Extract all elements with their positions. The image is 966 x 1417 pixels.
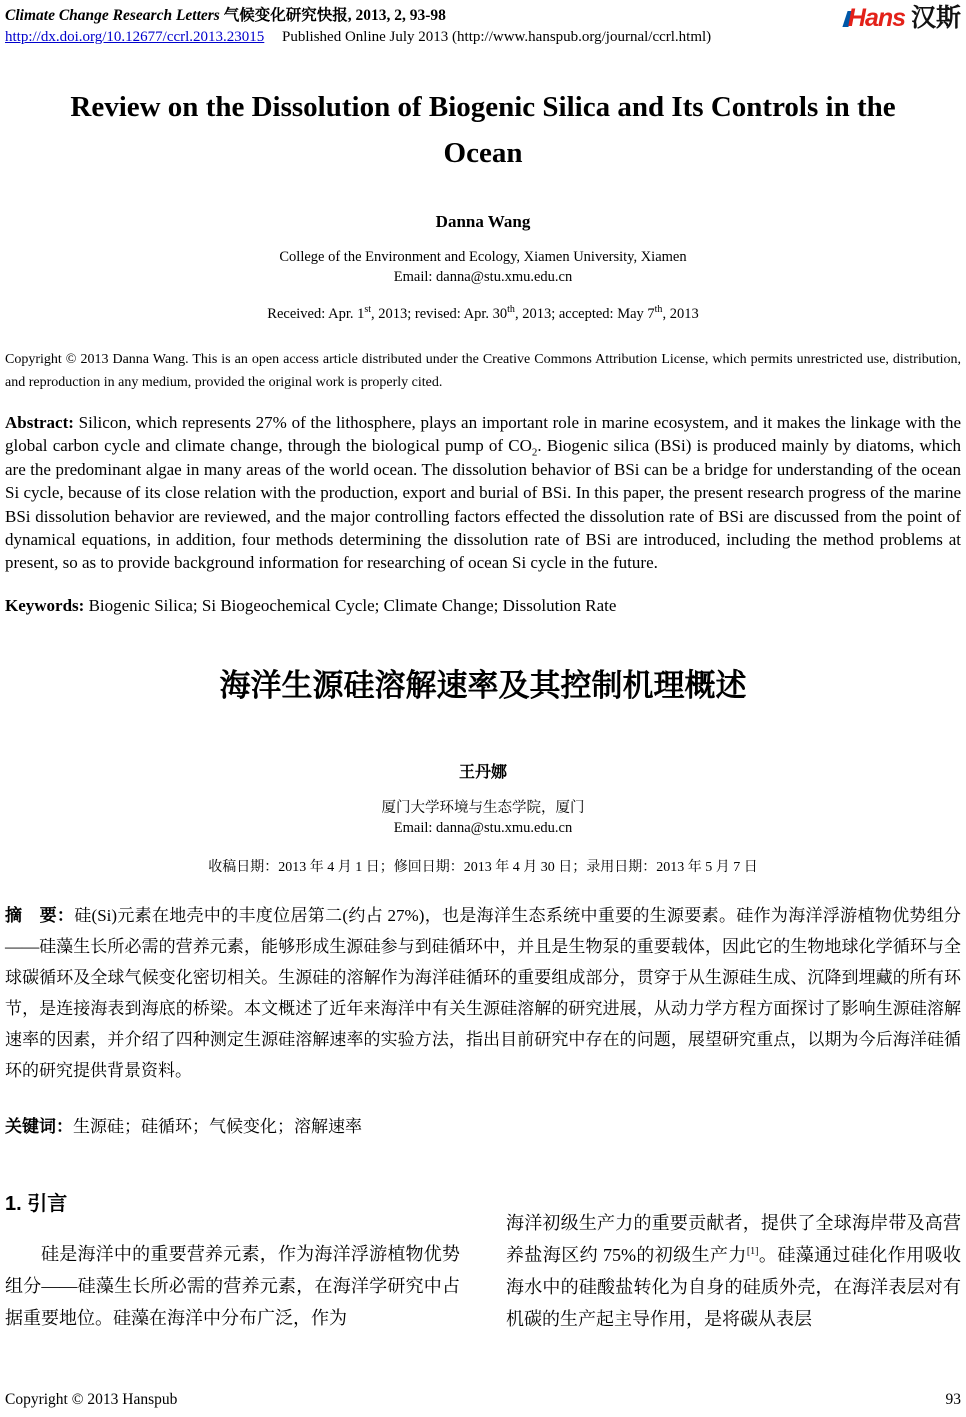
intro-right-part2: 。硅藻通过硅化作用吸收海水中的硅酸盐转化为自身的硅质外壳，在海洋表层对有机碳的生产起主导作用，是将碳从表层 [506, 1244, 962, 1329]
abstract-label: Abstract: [5, 413, 74, 432]
journal-header-text [5, 5, 845, 48]
affiliation-block-zh [5, 798, 961, 838]
received-dates-zh: 收稿日期：2013 年 4 月 1 日；修回日期：2013 年 4 月 30 日；录用日期：2013 年 5 月 7 日 [208, 859, 758, 875]
right-column [506, 1187, 961, 1335]
accepted-text: , 2013; accepted: May 7 [514, 306, 655, 322]
intro-paragraph-left: 硅是海洋中的重要营养元素，作为海洋浮游植物优势组分——硅藻生长所必需的营养元素，在海洋学研究中占据重要地位。硅藻在海洋中分布广泛，作为 [5, 1243, 460, 1328]
received-text: Received: Apr. 1 [267, 306, 365, 322]
citation-1-superscript: [1] [746, 1245, 759, 1257]
affiliation-zh: 厦门大学环境与生态学院，厦门 [381, 799, 585, 816]
keywords-text: Biogenic Silica; Si Biogeochemical Cycle; Climate Change; Dissolution Rate [84, 595, 617, 615]
author-email-zh: Email: danna@stu.xmu.edu.cn [393, 819, 573, 836]
abstract-zh [5, 900, 961, 1086]
article-title-zh: 海洋生源硅溶解速率及其控制机理概述 [219, 667, 747, 703]
hanspub-logo [845, 5, 961, 31]
ordinal-superscript: th [654, 304, 663, 316]
ordinal-superscript: st [364, 304, 372, 316]
hanspub-logo-latin: Hans [847, 4, 906, 32]
abstract-text-zh: 硅(Si)元素在地壳中的丰度位居第二(约占 27%)，也是海洋生态系统中重要的生源要素。硅作为海洋浮游植物优势组分——硅藻生长所必需的营养元素，能够形成生源硅参与到硅循环中，并且是生物泵的重要载体，因此它的生物地球化学循环与全球碳循环及全球气候变化密切相关。生源硅的溶解作为海洋硅循环的重要组成部分，贯穿于从生源硅生成、沉降到埋藏的所有环节，是连接海表到海底的桥梁。本文概述了近年来海洋中有关生源硅溶解的研究进展，从动力学方程方面探讨了影响生源硅溶解速率的因素，并介绍了四种测定生源硅溶解速率的实验方法，指出目前研究中存在的问题，展望研究重点，以期为今后海洋硅循环的研究提供背景资料。 [5, 905, 962, 1080]
keywords-text-zh: 生源硅；硅循环；气候变化；溶解速率 [73, 1116, 362, 1136]
keywords-label: Keywords: [5, 595, 85, 615]
received-dates-en [5, 306, 961, 323]
keywords-label-zh: 关键词： [5, 1116, 73, 1136]
left-column [5, 1187, 460, 1335]
journal-header [5, 5, 961, 48]
affiliation-en: College of the Environment and Ecology, Xiamen University, Xiamen [279, 249, 687, 265]
footer-copyright: Copyright © 2013 Hanspub [5, 1391, 178, 1408]
hanspub-logo-cjk: 汉斯 [910, 4, 961, 32]
author-email-en: Email: danna@stu.xmu.edu.cn [393, 269, 573, 285]
journal-title-line [5, 5, 845, 27]
abstract-text-part2: . Biogenic silica (BSi) is produced mainly by diatoms, which are the predominant algae in many areas of the world ocean. The dissolution behavior of BSi can be a bridge for understanding of the ocean Si cycle, because of its close relation with the production, export and burial of BSi. In this paper, the present research progress of the marine BSi dissolution behavior are reviewed, and the major controlling factors effected the dissolution rate of BSi are discussed from the point of dynamical equations, in addition, four methods determining the dissolution rate of BSi are introduced, including the method problems at present, so as to provide background information for researching of ocean Si cycle in the future. [5, 436, 962, 573]
body-columns [5, 1187, 961, 1335]
journal-title-en: Climate Change Research Letters [5, 7, 220, 24]
abstract-text-part1: Silicon, which represents 27% of the lithosphere, plays an important role in marine ecosystem, and it makes the linkage with the global carbon cycle and climate change, through the biological pump of CO [5, 413, 961, 456]
page-number: 93 [945, 1391, 961, 1408]
intro-right-part1: 海洋初级生产力的重要贡献者，提供了全球海岸带及高营养盐海区约 75%的初级生产力 [506, 1212, 961, 1265]
page-footer [5, 1391, 961, 1409]
affiliation-block-en [5, 247, 961, 287]
journal-title-zh-issue: 气候变化研究快报, 2013, 2, 93-98 [223, 7, 446, 24]
copyright-notice: Copyright © 2013 Danna Wang. This is an open access article distributed under the Creative Commons Attribution License, which permits unrestricted use, distribution, and reproduction in any medium, provided the original work is properly cited. [5, 352, 961, 390]
doi-line [5, 27, 845, 48]
doi-link[interactable]: http://dx.doi.org/10.12677/ccrl.2013.23015 [5, 29, 265, 45]
article-title-en: Review on the Dissolution of Biogenic Silica and Its Controls in the Ocean [70, 91, 896, 169]
revised-text: , 2013; revised: Apr. 30 [371, 306, 508, 322]
keywords-en [5, 596, 961, 616]
author-name-en: Danna Wang [435, 212, 531, 231]
abstract-en [5, 411, 961, 575]
abstract-label-zh: 摘 要： [5, 905, 75, 925]
intro-paragraph-right [506, 1207, 961, 1335]
section-heading-introduction: 1. 引言 [5, 1192, 68, 1215]
keywords-zh [5, 1112, 961, 1137]
author-name-zh: 王丹娜 [458, 763, 507, 781]
ordinal-superscript: th [507, 304, 515, 316]
co2-subscript: 2 [531, 446, 538, 459]
published-online-text: Published Online July 2013 (http://www.hanspub.org/journal/ccrl.html) [282, 29, 712, 45]
received-year-text: , 2013 [662, 306, 699, 322]
